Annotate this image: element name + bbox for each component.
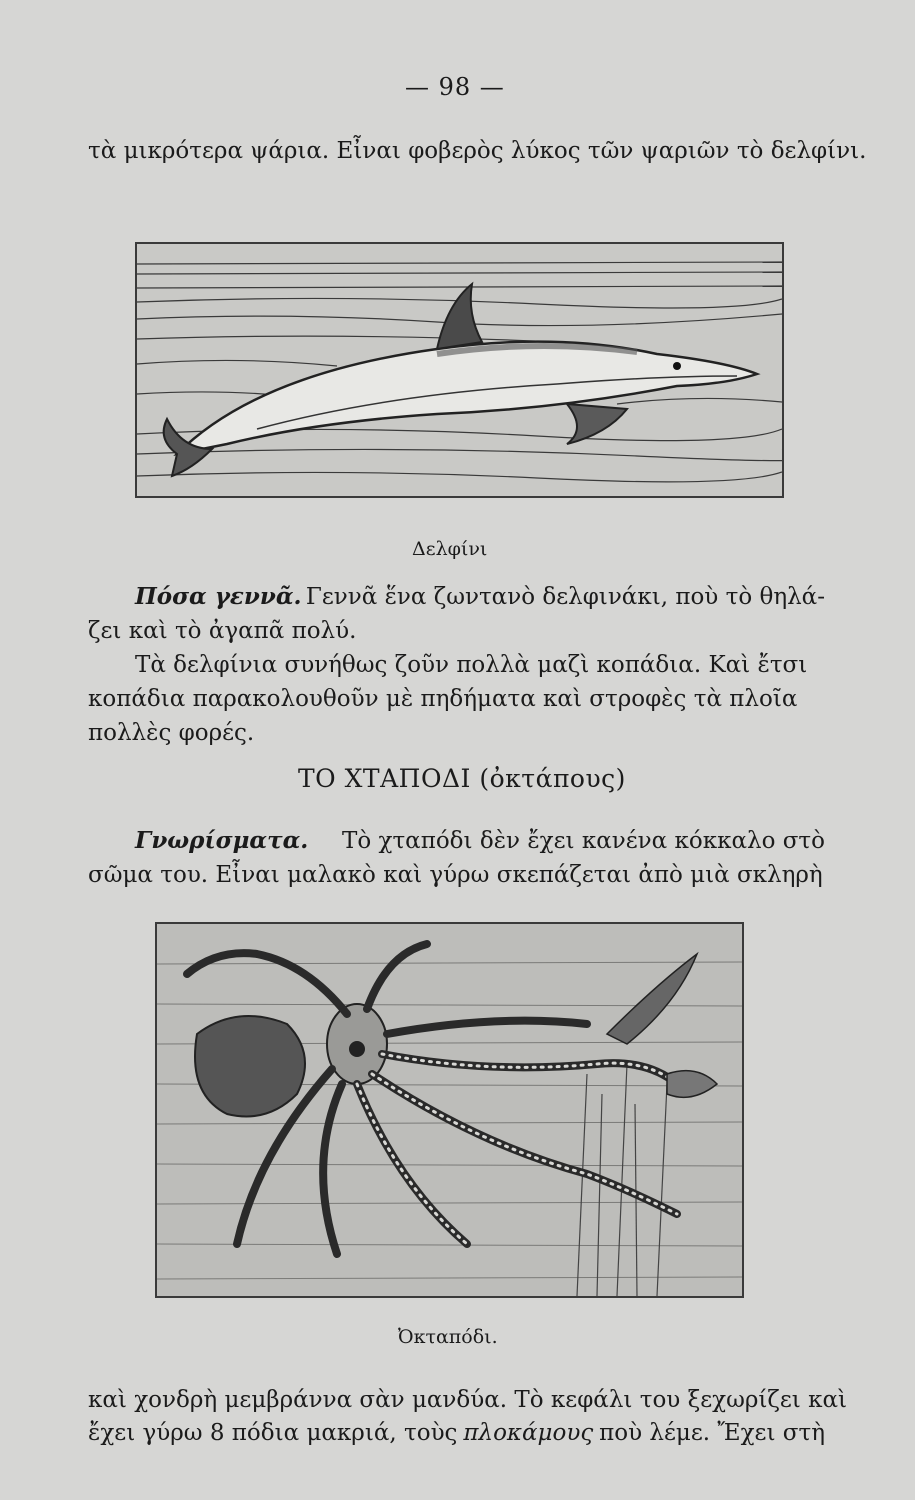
section-title: ΤΟ ΧΤΑΠΟΔΙ (ὀκτάπους) bbox=[298, 764, 626, 793]
paragraph-4-line-2-italic: πλοκάμους bbox=[463, 1420, 594, 1446]
paragraph-2-line-1: Τὰ δελφίνια συνήθως ζοῦν πολλὰ μαζὶ κοπάδια. Καὶ ἔτσι bbox=[135, 652, 808, 678]
paragraph-2-line-2: κοπάδια παρακολουθοῦν μὲ πηδήματα καὶ στροφὲς τὰ πλοῖα bbox=[88, 686, 798, 712]
paragraph-3-line-1 bbox=[135, 826, 825, 856]
octopus-illustration bbox=[155, 922, 744, 1298]
paragraph-1-line-1 bbox=[135, 582, 825, 612]
paragraph-1-line-1-text: Γεννᾶ ἕνα ζωντανὸ δελφινάκι, ποὺ τὸ θηλά- bbox=[305, 584, 825, 610]
page-number: — 98 — bbox=[405, 73, 505, 101]
paragraph-4-line-2-b: ποὺ λέμε. Ἔχει στὴ bbox=[599, 1420, 825, 1446]
dolphin-caption: Δελφίνι bbox=[412, 538, 488, 560]
paragraph-4-line-2 bbox=[88, 1418, 825, 1448]
paragraph-2-line-3: πολλὲς φορές. bbox=[88, 720, 255, 746]
paragraph-3-line-2: σῶμα του. Εἶναι μαλακὸ καὶ γύρω σκεπάζεται ἀπὸ μιὰ σκληρὴ bbox=[88, 862, 823, 888]
text-line-1-content: τὰ μικρότερα ψάρια. Εἶναι φοβερὸς λύκος τῶν ψαριῶν τὸ δελφίνι. bbox=[88, 138, 867, 164]
paragraph-4-line-2-a: ἔχει γύρω 8 πόδια μακριά, τοὺς bbox=[88, 1420, 458, 1446]
dolphin-drawing bbox=[137, 244, 782, 496]
paragraph-4-line-1: καὶ χονδρὴ μεμβράννα σὰν μανδύα. Τὸ κεφάλι του ξεχωρίζει καὶ bbox=[88, 1387, 848, 1413]
text-line-1 bbox=[88, 136, 867, 166]
paragraph-3-line-1-text: Τὸ χταπόδι δὲν ἔχει κανένα κόκκαλο στὸ bbox=[342, 828, 825, 854]
paragraph-3-heading: Γνωρίσματα. bbox=[135, 827, 309, 854]
paragraph-1-heading: Πόσα γεννᾶ. bbox=[135, 583, 302, 610]
octopus-caption: Ὀκταπόδι. bbox=[398, 1326, 498, 1348]
octopus-drawing bbox=[157, 924, 742, 1296]
dolphin-illustration bbox=[135, 242, 784, 498]
paragraph-1-line-2: ζει καὶ τὸ ἀγαπᾶ πολύ. bbox=[88, 618, 357, 644]
